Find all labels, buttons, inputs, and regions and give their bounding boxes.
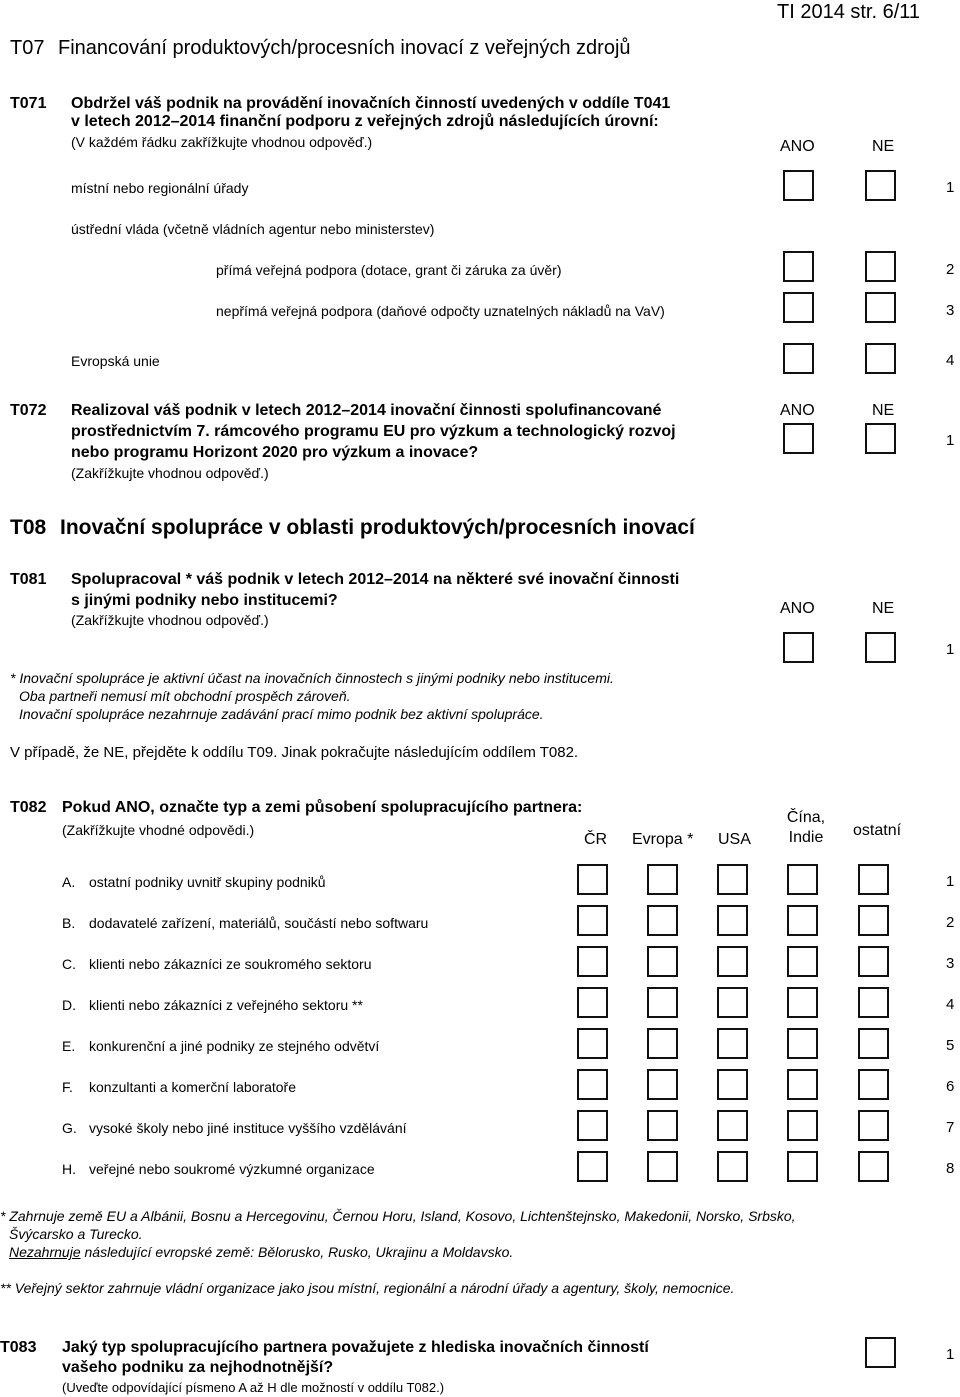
question-code: T083 [0,1339,37,1356]
checkbox-other[interactable] [858,905,889,936]
row-letter: G. [62,1120,77,1136]
row-label: konkurenční a jiné podniky ze stejného odvětví [89,1038,380,1054]
page-reference: TI 2014 str. 6/11 [777,1,921,23]
footnote: Oba partneři nemusí mít obchodní prospěch zároveň. [19,688,351,704]
checkbox-europe[interactable] [647,905,678,936]
row-label: ostatní podniky uvnitř skupiny podniků [89,874,326,890]
question-text: Realizoval váš podnik v letech 2012–2014 inovační činnosti spolufinancované [71,402,662,419]
row-number: 1 [946,641,955,658]
row-letter: C. [62,956,76,972]
checkbox-other[interactable] [858,1028,889,1059]
row-number: 1 [946,873,955,890]
row-number: 4 [946,352,955,369]
checkbox-usa[interactable] [717,1151,748,1182]
section-code: T08 [10,516,47,539]
row-label: Evropská unie [71,353,160,369]
column-header-yes: ANO [780,402,815,419]
checkbox-europe[interactable] [647,1028,678,1059]
row-letter: B. [62,915,76,931]
checkbox-no[interactable] [865,423,896,454]
row-number: 7 [946,1119,955,1136]
checkbox-china-india[interactable] [787,946,818,977]
row-number: 8 [946,1160,955,1177]
footnote: Švýcarsko a Turecko. [9,1226,143,1242]
checkbox-cr[interactable] [577,1028,608,1059]
row-letter: H. [62,1161,76,1177]
question-code: T082 [10,799,47,816]
checkbox-yes[interactable] [783,632,814,663]
row-label: místní nebo regionální úřady [71,180,249,196]
checkbox-china-india[interactable] [787,1069,818,1100]
footnote-emphasis: Nezahrnuje [9,1244,81,1260]
row-letter: D. [62,997,76,1013]
checkbox-europe[interactable] [647,1110,678,1141]
section-title: Inovační spolupráce v oblasti produktových/procesních inovací [60,516,695,539]
row-label: vysoké školy nebo jiné instituce vyššího vzdělávání [89,1120,407,1136]
row-label: klienti nebo zákazníci ze soukromého sektoru [89,956,372,972]
row-letter: A. [62,874,76,890]
checkbox-no[interactable] [865,632,896,663]
checkbox-other[interactable] [858,1151,889,1182]
footnote: Inovační spolupráce nezahrnuje zadávání prací mimo podnik bez aktivní spolupráce. [19,706,544,722]
checkbox-usa[interactable] [717,1028,748,1059]
column-header-no: NE [872,402,895,419]
column-header-other: ostatní [853,822,902,839]
checkbox-usa[interactable] [717,864,748,895]
checkbox-other[interactable] [858,1110,889,1141]
row-letter: F. [62,1079,73,1095]
checkbox-cr[interactable] [577,1151,608,1182]
checkbox-cr[interactable] [577,1110,608,1141]
checkbox-europe[interactable] [647,987,678,1018]
checkbox-china-india[interactable] [787,864,818,895]
checkbox-yes[interactable] [783,343,814,374]
checkbox-yes[interactable] [783,292,814,323]
checkbox-usa[interactable] [717,987,748,1018]
row-label: nepřímá veřejná podpora (daňové odpočty uznatelných nákladů na VaV) [216,303,665,319]
checkbox-cr[interactable] [577,864,608,895]
instruction: (Zakřížkujte vhodnou odpověď.) [71,465,269,481]
question-text: Obdržel váš podnik na provádění inovačních činností uvedených v oddíle T041 [71,95,671,112]
question-code: T072 [10,402,47,419]
question-code: T081 [10,571,47,588]
checkbox-no[interactable] [865,343,896,374]
question-text: nebo programu Horizont 2020 pro výzkum a inovace? [71,444,479,461]
row-number: 3 [946,302,955,319]
column-header-china-india: Čína, Indie [786,809,826,846]
checkbox-europe[interactable] [647,1069,678,1100]
checkbox-yes[interactable] [783,251,814,282]
instruction: (Zakřížkujte vhodnou odpověď.) [71,612,269,628]
row-number: 2 [946,914,955,931]
column-header-cr: ČR [584,831,608,848]
question-text: v letech 2012–2014 finanční podporu z veřejných zdrojů následujících úrovní: [71,113,659,130]
column-header-no: NE [872,138,895,155]
row-number: 1 [946,1346,955,1363]
question-text: Jaký typ spolupracujícího partnera považujete z hlediska inovačních činností [62,1339,649,1356]
section-code: T07 [10,37,45,59]
column-header-usa: USA [718,831,751,848]
footnote [9,1243,513,1261]
section-title: Financování produktových/procesních inovací z veřejných zdrojů [58,37,631,59]
row-label: dodavatelé zařízení, materiálů, součástí nebo softwaru [89,915,429,931]
checkbox-no[interactable] [865,170,896,201]
checkbox-china-india[interactable] [787,987,818,1018]
column-header-yes: ANO [780,600,815,617]
checkbox-cr[interactable] [577,1069,608,1100]
checkbox-usa[interactable] [717,946,748,977]
checkbox-usa[interactable] [717,1069,748,1100]
instruction: (Zakřížkujte vhodné odpovědi.) [62,822,255,838]
checkbox-other[interactable] [858,864,889,895]
column-header-europe: Evropa * [632,831,694,848]
checkbox-usa[interactable] [717,1110,748,1141]
column-header-no: NE [872,600,895,617]
checkbox-europe[interactable] [647,864,678,895]
row-number: 6 [946,1078,955,1095]
answer-box[interactable] [865,1337,896,1368]
checkbox-yes[interactable] [783,170,814,201]
footnote: * Inovační spolupráce je aktivní účast na inovačních činnostech s jinými podniky nebo institucemi. [10,670,614,686]
question-code: T071 [10,95,47,112]
question-text: vašeho podniku za nejhodnotnější? [62,1359,334,1376]
checkbox-other[interactable] [858,987,889,1018]
footnote: ** Veřejný sektor zahrnuje vládní organizace jako jsou místní, regionální a národní úřady a agentury, školy, nemocnice. [0,1280,735,1296]
checkbox-europe[interactable] [647,946,678,977]
question-text: Spolupracoval * váš podnik v letech 2012–2014 na některé své inovační činnosti [71,571,680,588]
checkbox-other[interactable] [858,1069,889,1100]
row-label: přímá veřejná podpora (dotace, grant či záruka za úvěr) [216,262,562,278]
question-text: s jinými podniky nebo institucemi? [71,592,338,609]
skip-instruction: V případě, že NE, přejděte k oddílu T09. Jinak pokračujte následujícím oddílem T082. [10,744,579,761]
question-text: Pokud ANO, označte typ a zemi působení spolupracujícího partnera: [62,799,583,816]
row-label: klienti nebo zákazníci z veřejného sektoru ** [89,997,363,1013]
checkbox-no[interactable] [865,251,896,282]
column-header-yes: ANO [780,138,815,155]
row-number: 1 [946,179,955,196]
checkbox-usa[interactable] [717,905,748,936]
checkbox-yes[interactable] [783,423,814,454]
checkbox-cr[interactable] [577,987,608,1018]
row-letter: E. [62,1038,76,1054]
instruction: (V každém řádku zakřížkujte vhodnou odpověď.) [71,134,373,150]
row-number: 2 [946,261,955,278]
instruction: (Uveďte odpovídající písmeno A až H dle možností v oddílu T082.) [62,1380,445,1395]
checkbox-no[interactable] [865,292,896,323]
row-number: 3 [946,955,955,972]
footnote: * Zahrnuje země EU a Albánii, Bosnu a Hercegovinu, Černou Horu, Island, Kosovo, Lichtenštejnsko, Makedonii, Norsko, Srbsko, [0,1208,796,1224]
checkbox-china-india[interactable] [787,1151,818,1182]
checkbox-other[interactable] [858,946,889,977]
question-text: prostřednictvím 7. rámcového programu EU pro výzkum a technologický rozvoj [71,423,676,440]
checkbox-cr[interactable] [577,905,608,936]
checkbox-china-india[interactable] [787,1110,818,1141]
footnote-text: následující evropské země: Bělorusko, Rusko, Ukrajinu a Moldavsko. [80,1244,514,1260]
checkbox-europe[interactable] [647,1151,678,1182]
row-label: ústřední vláda (včetně vládních agentur nebo ministerstev) [71,221,435,237]
row-number: 5 [946,1037,955,1054]
checkbox-china-india[interactable] [787,905,818,936]
row-label: konzultanti a komerční laboratoře [89,1079,296,1095]
checkbox-cr[interactable] [577,946,608,977]
row-number: 1 [946,432,955,449]
row-number: 4 [946,996,955,1013]
checkbox-china-india[interactable] [787,1028,818,1059]
row-label: veřejné nebo soukromé výzkumné organizace [89,1161,375,1177]
